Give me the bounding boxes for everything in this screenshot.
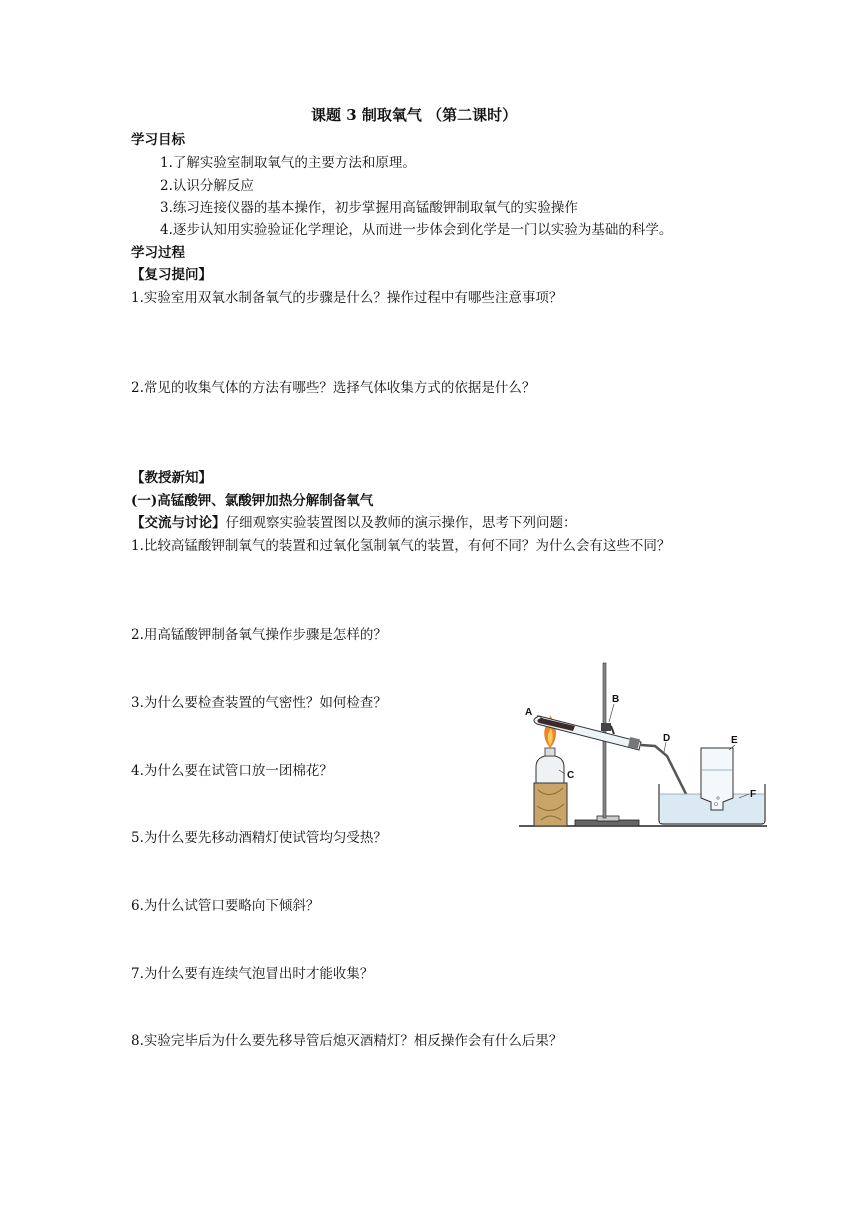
review-question: 2.常见的收集气体的方法有哪些？选择气体收集方式的依据是什么？ [131,380,536,396]
review-heading: 【复习提问】 [131,267,212,283]
label-c: C [567,770,575,781]
discussion-text: 仔细观察实验装置图以及教师的演示操作，思考下列问题： [225,515,577,531]
discussion-question: 5.为什么要先移动酒精灯使试管均匀受热？ [131,830,387,846]
oxygen-apparatus-figure [517,660,769,832]
label-b: B [612,694,620,705]
goal-item: 4.逐步认知用实验验证化学理论，从而进一步体会到化学是一门以实验为基础的科学。 [160,222,673,238]
goal-item: 2.认识分解反应 [160,178,254,194]
goals-heading: 学习目标 [131,132,185,148]
section-subheading: (一)高锰酸钾、氯酸钾加热分解制备氧气 [131,493,374,509]
discussion-question: 2.用高锰酸钾制备氧气操作步骤是怎样的？ [131,627,387,643]
page-title: 课题 3 制取氧气 （第二课时） [311,106,518,124]
goal-item: 1.了解实验室制取氧气的主要方法和原理。 [160,155,416,171]
process-heading: 学习过程 [131,245,185,261]
discussion-question: 4.为什么要在试管口放一团棉花？ [131,763,333,779]
label-f: F [750,789,757,800]
discussion-question: 3.为什么要检查装置的气密性？如何检查？ [131,695,387,711]
label-d: D [663,733,671,744]
discussion-line [131,515,577,531]
discussion-question: 6.为什么试管口要略向下倾斜？ [131,898,320,914]
discussion-question: 8.实验完毕后为什么要先移导管后熄灭酒精灯？相反操作会有什么后果？ [131,1033,563,1049]
review-question: 1.实验室用双氧水制备氧气的步骤是什么？操作过程中有哪些注意事项？ [131,290,563,306]
new-knowledge-heading: 【教授新知】 [131,470,212,486]
goal-item: 3.练习连接仪器的基本操作，初步掌握用高锰酸钾制取氧气的实验操作 [160,200,578,216]
label-a: A [525,707,533,718]
discussion-question: 1.比较高锰酸钾制氧气的装置和过氧化氢制氧气的装置，有何不同？为什么会有这些不同？ [131,538,671,554]
label-e: E [731,735,738,746]
discussion-question: 7.为什么要有连续气泡冒出时才能收集？ [131,966,374,982]
discussion-tag: 【交流与讨论】 [131,515,226,531]
